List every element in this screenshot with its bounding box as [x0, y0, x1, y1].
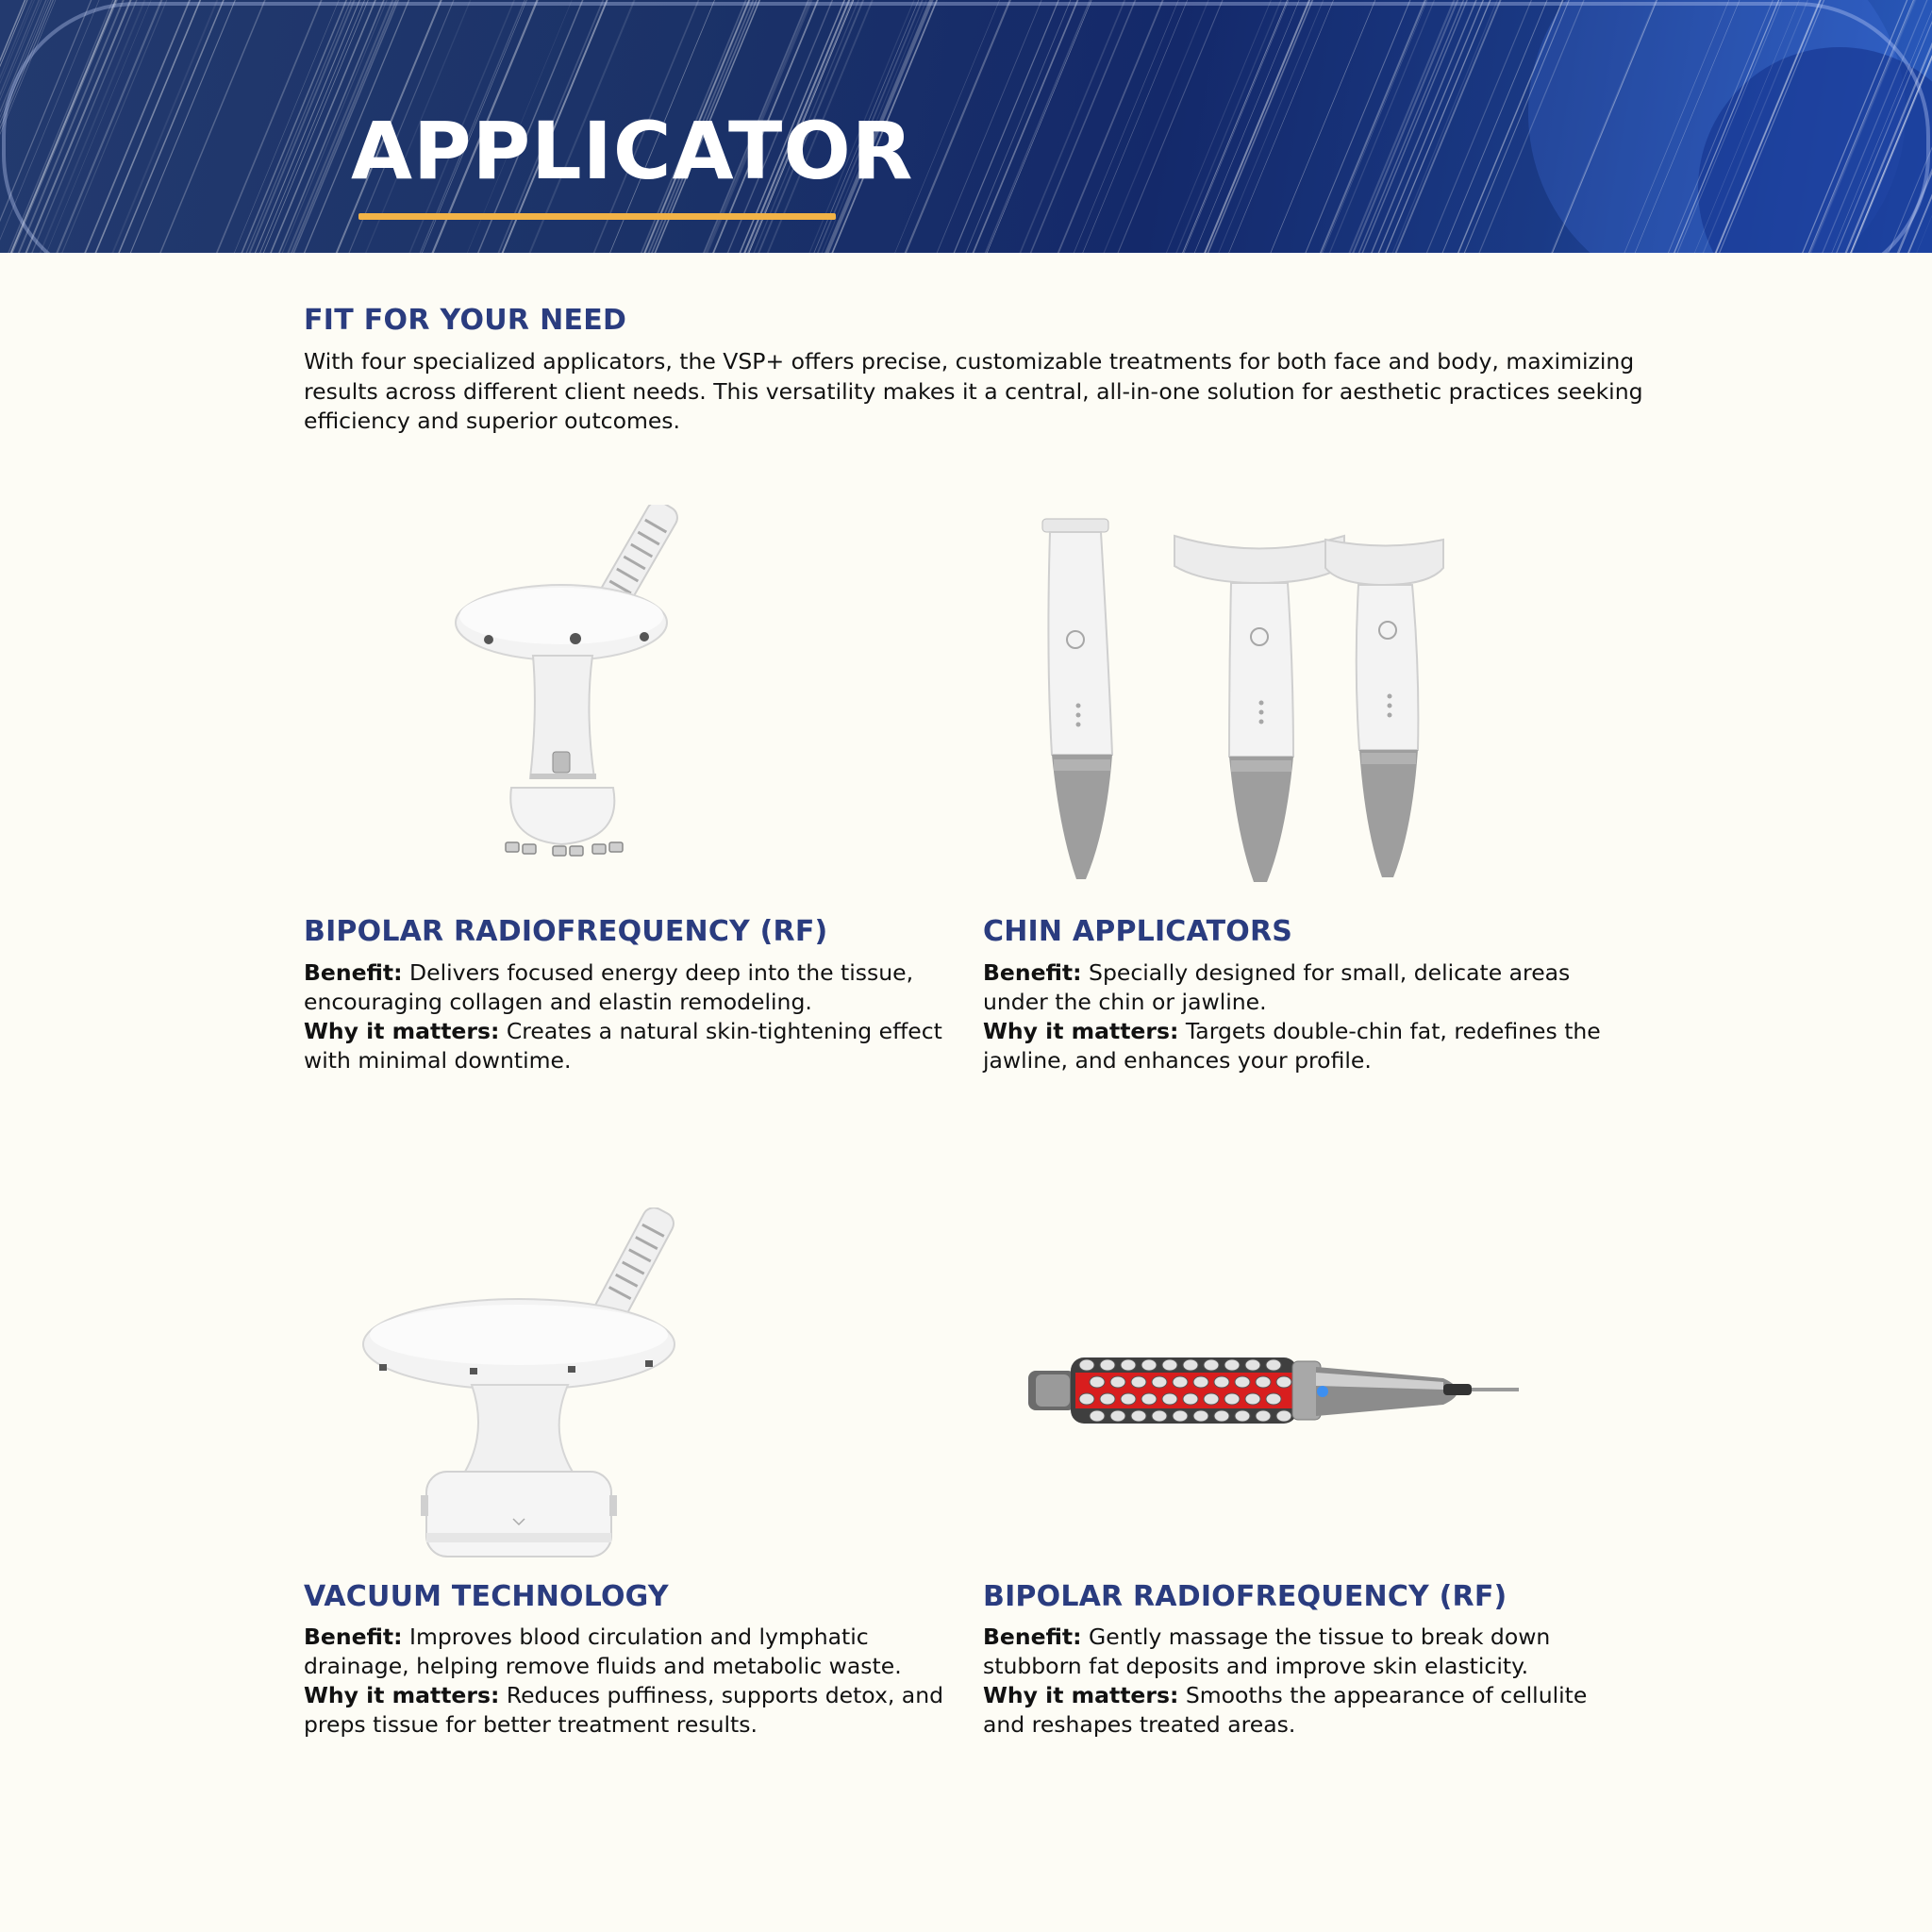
roller-bead: [1193, 1410, 1208, 1422]
banner-streak: [1325, 0, 1439, 253]
banner-streak: [125, 0, 239, 253]
card-title: CHIN APPLICATORS: [983, 915, 1293, 948]
banner-streak: [961, 0, 1074, 253]
roller-bead: [1193, 1376, 1208, 1388]
roller-bead: [1276, 1376, 1291, 1388]
roller-bead: [1214, 1410, 1229, 1422]
banner-streak: [1224, 0, 1338, 253]
roller-bead: [1079, 1393, 1094, 1405]
roller-bead: [1235, 1376, 1250, 1388]
roller-bead: [1245, 1359, 1260, 1371]
why-text: Creates a natural skin-tightening effect with minimal downtime.: [304, 1018, 942, 1074]
roller-bead: [1183, 1393, 1198, 1405]
banner-streak: [1078, 0, 1191, 253]
roller-bead: [1152, 1410, 1167, 1422]
card-title: BIPOLAR RADIOFREQUENCY (RF): [304, 915, 828, 948]
roller-bead: [1214, 1376, 1229, 1388]
banner-streak: [949, 0, 1062, 253]
roller-bead: [1100, 1359, 1115, 1371]
benefit-label: Benefit:: [983, 1624, 1082, 1650]
roller-bead: [1110, 1376, 1125, 1388]
header-banner: [0, 0, 1932, 253]
benefit-label: Benefit:: [304, 1624, 403, 1650]
benefit-text: Delivers focused energy deep into the tissue, encouraging collagen and elastin remodeling.: [304, 959, 914, 1015]
banner-streak: [1015, 0, 1128, 253]
roller-bead: [1100, 1393, 1115, 1405]
card-title: BIPOLAR RADIOFREQUENCY (RF): [983, 1580, 1507, 1613]
roller-bead: [1256, 1376, 1271, 1388]
intro-heading: FIT FOR YOUR NEED: [304, 304, 627, 337]
roller-bead: [1131, 1376, 1146, 1388]
roller-bead: [1276, 1410, 1291, 1422]
roller-bead: [1162, 1359, 1177, 1371]
roller-bead: [1224, 1359, 1240, 1371]
banner-streak: [969, 0, 1082, 253]
banner-background: [0, 0, 1932, 253]
why-text: Targets double-chin fat, redefines the jawline, and enhances your profile.: [983, 1018, 1601, 1074]
banner-streak: [1069, 0, 1182, 253]
banner-streak: [36, 0, 149, 253]
banner-streak: [1266, 0, 1379, 253]
chin-applicators-icon: [1033, 509, 1457, 887]
why-label: Why it matters:: [304, 1018, 500, 1044]
banner-streak: [1099, 0, 1212, 253]
roller-bead: [1110, 1410, 1125, 1422]
roller-bead: [1090, 1410, 1105, 1422]
roller-bead: [1224, 1393, 1240, 1405]
benefit-text: Improves blood circulation and lymphatic drainage, helping remove fluids and metabolic waste.: [304, 1624, 902, 1679]
benefit-label: Benefit:: [983, 959, 1082, 986]
card-body: [304, 1623, 945, 1740]
benefit-text: Gently massage the tissue to break down stubborn fat deposits and improve skin elasticity.: [983, 1624, 1551, 1679]
banner-streak: [1054, 0, 1167, 253]
roller-bead: [1245, 1393, 1260, 1405]
rf-handpiece-icon: [443, 505, 698, 863]
roller-bead: [1079, 1359, 1094, 1371]
roller-bead: [1173, 1410, 1188, 1422]
banner-streak: [27, 0, 141, 253]
roller-bead: [1173, 1376, 1188, 1388]
roller-bead: [1121, 1359, 1136, 1371]
banner-streak: [982, 0, 1095, 253]
benefit-text: Specially designed for small, delicate areas under the chin or jawline.: [983, 959, 1571, 1015]
why-text: Smooths the appearance of cellulite and reshapes treated areas.: [983, 1682, 1588, 1738]
roller-bead: [1204, 1393, 1219, 1405]
roller-bead: [1162, 1393, 1177, 1405]
roller-bead: [1266, 1393, 1281, 1405]
card-body: [983, 958, 1624, 1075]
roller-bead: [1121, 1393, 1136, 1405]
banner-streak: [981, 0, 1094, 253]
card-title: VACUUM TECHNOLOGY: [304, 1580, 669, 1613]
page-title: APPLICATOR: [351, 105, 914, 197]
banner-streak: [237, 0, 350, 253]
title-underline: [358, 213, 836, 220]
banner-streak: [108, 0, 221, 253]
banner-streak: [1214, 0, 1327, 253]
roller-bead: [1266, 1359, 1281, 1371]
roller-bead: [1141, 1393, 1157, 1405]
roller-bead: [1235, 1410, 1250, 1422]
banner-streak: [1367, 0, 1480, 253]
roller-bead: [1131, 1410, 1146, 1422]
roller-bead: [1183, 1359, 1198, 1371]
banner-streak: [0, 0, 103, 253]
why-label: Why it matters:: [304, 1682, 500, 1708]
roller-bead: [1152, 1376, 1167, 1388]
why-label: Why it matters:: [983, 1682, 1179, 1708]
banner-streak: [0, 0, 43, 253]
roller-handpiece-icon: [1028, 1344, 1519, 1429]
banner-streak: [1172, 0, 1285, 253]
roller-bead: [1256, 1410, 1271, 1422]
intro-text: With four specialized applicators, the VSP+ offers precise, customizable treatments for both face and body, maximizing results across different client needs. This versatility makes it a central, all-in-one solution for aesthetic practices seeking efficiency and superior outcomes.: [304, 348, 1643, 434]
banner-streak: [1179, 0, 1292, 253]
why-text: Reduces puffiness, supports detox, and preps tissue for better treatment results.: [304, 1682, 944, 1738]
roller-bead: [1141, 1359, 1157, 1371]
banner-streak: [1374, 0, 1487, 253]
roller-bead: [1090, 1376, 1105, 1388]
card-body: [304, 958, 945, 1075]
vacuum-handpiece-icon: [358, 1208, 689, 1566]
benefit-label: Benefit:: [304, 959, 403, 986]
card-body: [983, 1623, 1624, 1740]
banner-streak: [114, 0, 227, 253]
banner-streak: [156, 0, 269, 253]
banner-streak: [1113, 0, 1226, 253]
why-label: Why it matters:: [983, 1018, 1179, 1044]
banner-streaks: [0, 0, 1932, 253]
roller-bead: [1204, 1359, 1219, 1371]
